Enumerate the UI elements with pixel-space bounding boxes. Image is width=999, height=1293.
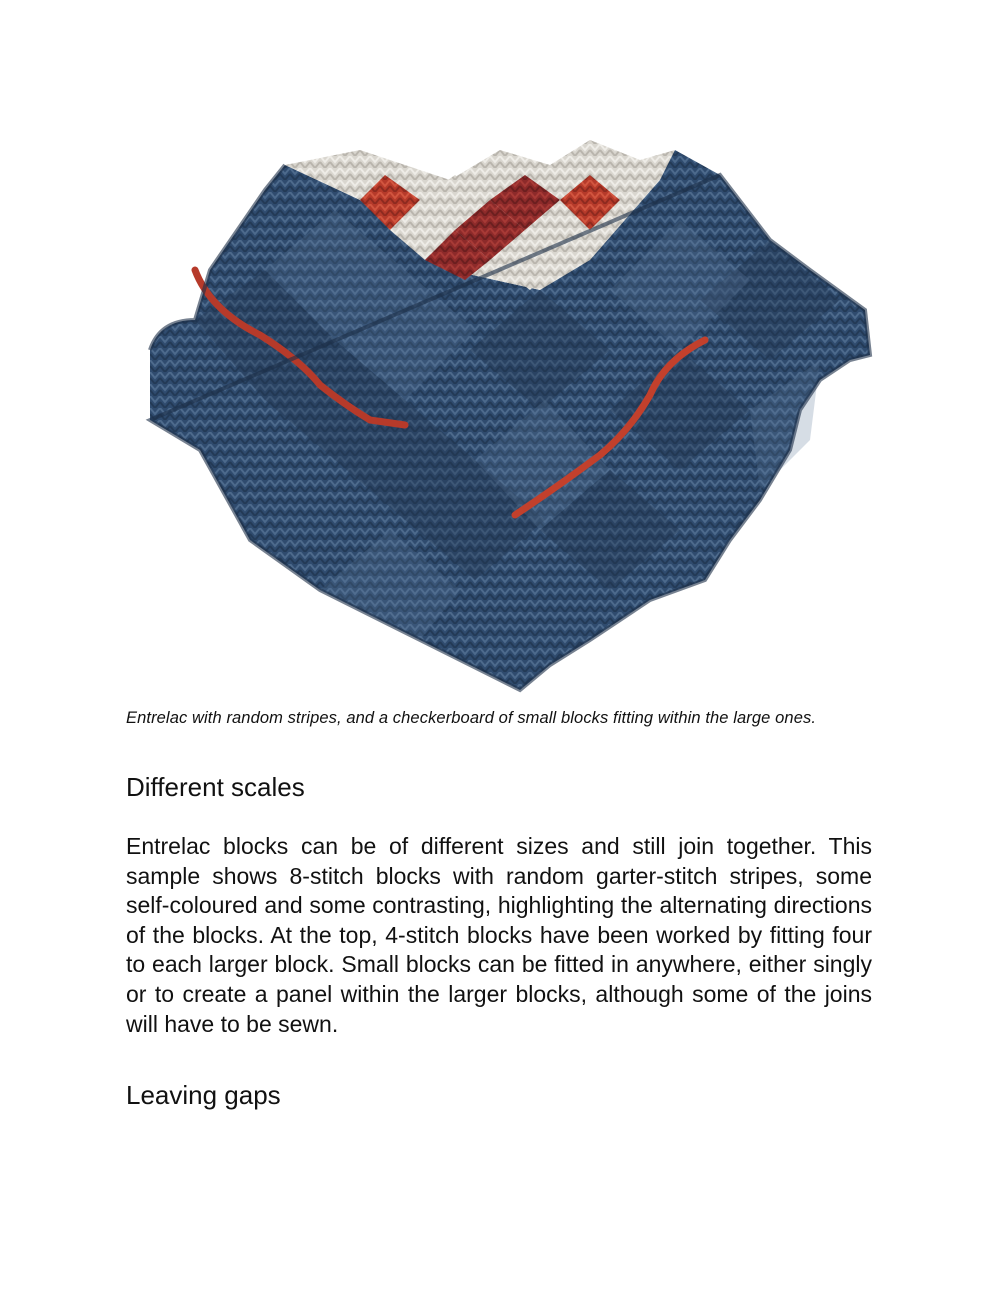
section-body-different-scales: Entrelac blocks can be of different sizes and still join together. This sample shows 8-stitch blocks with random garter-stitch stripes, some self-coloured and some contrasting, highlighting the alternating directions of the blocks. At the top, 4-stitch blocks have been worked by fitting four to each larger block. Small blocks can be fitted in anywhere, either singly or to create a panel within the larger blocks, although some of the joins will have to be sewn.: [126, 833, 872, 1037]
entrelac-illustration: [120, 120, 880, 700]
section-heading-different-scales: Different scales: [126, 772, 305, 802]
figure-caption: Entrelac with random stripes, and a checkerboard of small blocks fitting within the large ones.: [126, 709, 817, 727]
section-heading-leaving-gaps: Leaving gaps: [126, 1080, 281, 1110]
knitted-sample-photo: [120, 120, 880, 700]
